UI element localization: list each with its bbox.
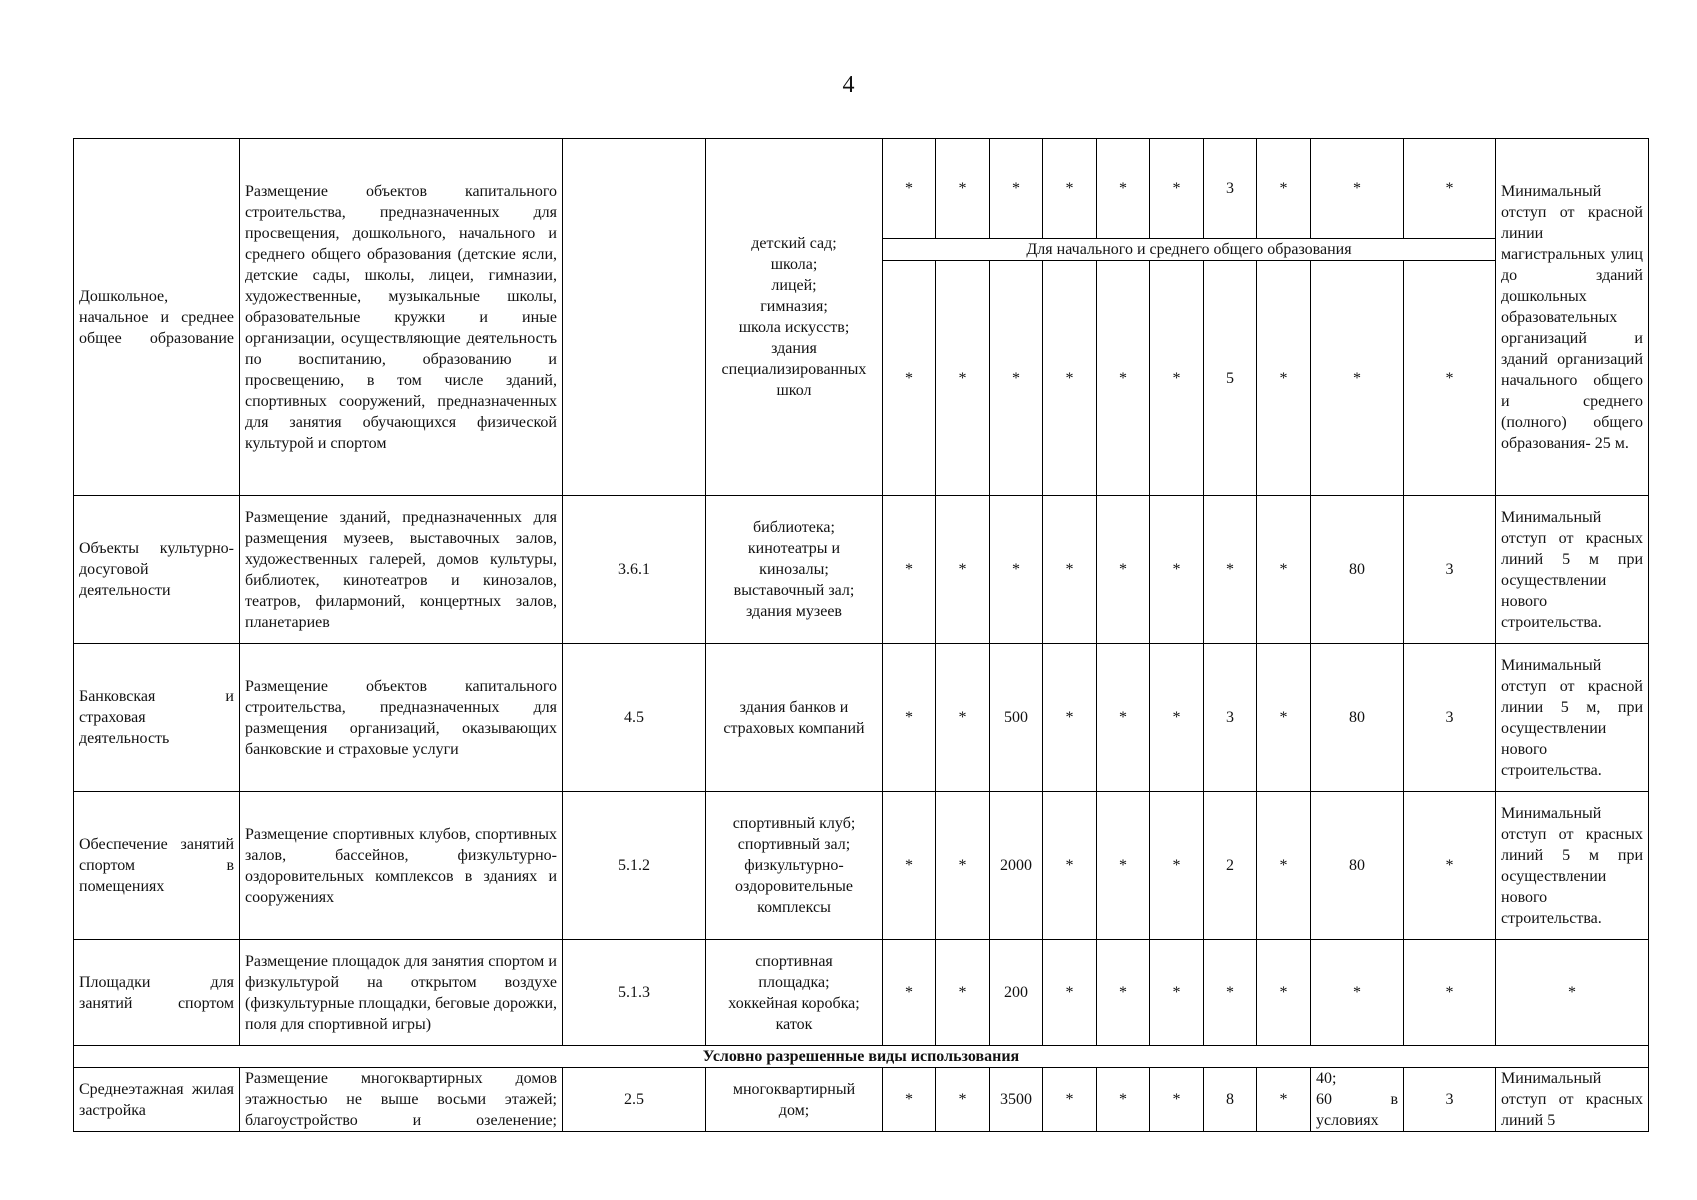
param-cell: * [1097, 261, 1150, 496]
param-cell: * [1404, 139, 1496, 239]
use-name: Обеспечение занятий спортом в помещениях [74, 792, 240, 940]
param-cell: * [990, 139, 1043, 239]
table-row [74, 1068, 1649, 1132]
note-cell: Минимальный отступ от красной линии 5 м, при осуществлении нового строительства. [1496, 644, 1649, 792]
param-cell: 3 [1204, 644, 1257, 792]
section-row [74, 1046, 1649, 1068]
use-code: 3.6.1 [563, 496, 706, 644]
param-cell: * [1043, 139, 1097, 239]
param-cell: * [883, 644, 936, 792]
param-cell: * [1257, 1068, 1311, 1132]
param-cell: * [883, 940, 936, 1046]
permitted-objects: спортивная площадка; хоккейная коробка; каток [706, 940, 883, 1046]
use-description: Размещение объектов капитального строительства, предназначенных для просвещения, дошкольного, начального и среднего общего образования (детские ясли, детские сады, школы, лицеи, гимназии, художественные, музыкальные школы, образовательные кружки и иные организации, осуществляющие деятельность по воспитанию, образованию и просвещению, в том числе зданий, спортивных сооружений, предназначенных для занятия обучающихся физической культурой и спортом [240, 139, 563, 496]
use-name: Площадки для занятий спортом [74, 940, 240, 1046]
table-row [74, 496, 1649, 644]
param-cell: * [883, 792, 936, 940]
param-cell: * [1150, 792, 1204, 940]
param-cell: * [1097, 940, 1150, 1046]
table-row [74, 644, 1649, 792]
param-cell: * [883, 1068, 936, 1132]
param-cell: * [936, 261, 990, 496]
param-cell: * [936, 496, 990, 644]
param-cell: * [1043, 261, 1097, 496]
table-row [74, 792, 1649, 940]
note-cell: Минимальный отступ от красной линии магистральных улиц до зданий дошкольных образовательных организаций и зданий организаций начального общего и среднего (полного) общего образования- 25 м. [1496, 139, 1649, 496]
param-cell: * [883, 496, 936, 644]
use-name: Банковская и страховая деятельность [74, 644, 240, 792]
param-cell: 500 [990, 644, 1043, 792]
param-cell: * [1404, 792, 1496, 940]
use-description: Размещение спортивных клубов, спортивных залов, бассейнов, физкультурно-оздоровительных комплексов в зданиях и сооружениях [240, 792, 563, 940]
permitted-objects: детский сад; школа; лицей; гимназия; школа искусств; здания специализированных школ [706, 139, 883, 496]
param-cell: * [1043, 792, 1097, 940]
param-cell: * [1257, 496, 1311, 644]
param-cell: * [1097, 792, 1150, 940]
table-row [74, 139, 1649, 239]
param-cell: * [936, 792, 990, 940]
param-cell: * [1043, 1068, 1097, 1132]
param-cell: * [1311, 261, 1404, 496]
param-cell: * [1257, 139, 1311, 239]
use-description: Размещение многоквартирных домов этажностью не выше восьми этажей; благоустройство и озеленение; [240, 1068, 563, 1132]
param-cell: 3 [1404, 496, 1496, 644]
param-cell: * [1404, 261, 1496, 496]
use-code: 5.1.3 [563, 940, 706, 1046]
use-name: Объекты культурно-досуговой деятельности [74, 496, 240, 644]
param-cell: * [1043, 940, 1097, 1046]
param-cell: * [1311, 139, 1404, 239]
param-cell: 2 [1204, 792, 1257, 940]
param-cell: * [1097, 644, 1150, 792]
subheader: Для начального и среднего общего образования [883, 239, 1496, 261]
note-cell: Минимальный отступ от красных линий 5 м при осуществлении нового строительства. [1496, 496, 1649, 644]
use-code: 5.1.2 [563, 792, 706, 940]
param-cell: * [1097, 496, 1150, 644]
param-cell: * [1097, 1068, 1150, 1132]
param-cell: * [1257, 644, 1311, 792]
param-cell: * [1150, 940, 1204, 1046]
param-cell: * [1204, 496, 1257, 644]
param-cell: * [1150, 261, 1204, 496]
param-cell: * [1311, 940, 1404, 1046]
param-cell: 80 [1311, 792, 1404, 940]
param-cell: * [1150, 1068, 1204, 1132]
page-number: 4 [842, 72, 855, 98]
param-cell: 3 [1404, 1068, 1496, 1132]
param-cell: * [1150, 644, 1204, 792]
param-cell: * [936, 139, 990, 239]
use-name: Среднеэтажная жилая застройка [74, 1068, 240, 1132]
use-code: 2.5 [563, 1068, 706, 1132]
param-cell: * [936, 644, 990, 792]
param-cell: 5 [1204, 261, 1257, 496]
permitted-objects: спортивный клуб; спортивный зал; физкультурно- оздоровительные комплексы [706, 792, 883, 940]
param-cell: 3 [1404, 644, 1496, 792]
param-cell: 40; 60 в условиях [1311, 1068, 1404, 1132]
use-name: Дошкольное, начальное и среднее общее образование [74, 139, 240, 496]
param-cell: 3500 [990, 1068, 1043, 1132]
param-cell: * [1204, 940, 1257, 1046]
permitted-objects: многоквартирный дом; [706, 1068, 883, 1132]
param-cell: 3 [1204, 139, 1257, 239]
zoning-table [73, 138, 1649, 1132]
note-cell: * [1496, 940, 1649, 1046]
note-cell: Минимальный отступ от красных линий 5 м при осуществлении нового строительства. [1496, 792, 1649, 940]
param-cell: 80 [1311, 496, 1404, 644]
use-code: 4.5 [563, 644, 706, 792]
param-cell: * [990, 261, 1043, 496]
param-cell: * [1097, 139, 1150, 239]
use-code [563, 139, 706, 496]
param-cell: * [1150, 496, 1204, 644]
param-cell: 80 [1311, 644, 1404, 792]
param-cell: 8 [1204, 1068, 1257, 1132]
section-title: Условно разрешенные виды использования [74, 1046, 1649, 1068]
param-cell: * [883, 139, 936, 239]
param-cell: * [883, 261, 936, 496]
permitted-objects: здания банков и страховых компаний [706, 644, 883, 792]
param-cell: * [936, 1068, 990, 1132]
param-cell: * [1257, 940, 1311, 1046]
param-cell: * [990, 496, 1043, 644]
param-cell: 2000 [990, 792, 1043, 940]
param-cell: * [1257, 792, 1311, 940]
param-cell: * [936, 940, 990, 1046]
use-description: Размещение объектов капитального строительства, предназначенных для размещения организаций, оказывающих банковские и страховые услуги [240, 644, 563, 792]
permitted-objects: библиотека; кинотеатры и кинозалы; выставочный зал; здания музеев [706, 496, 883, 644]
note-cell: Минимальный отступ от красных линий 5 [1496, 1068, 1649, 1132]
param-cell: * [1043, 644, 1097, 792]
use-description: Размещение зданий, предназначенных для размещения музеев, выставочных залов, художественных галерей, домов культуры, библиотек, кинотеатров и кинозалов, театров, филармоний, концертных залов, планетариев [240, 496, 563, 644]
param-cell: * [1043, 496, 1097, 644]
param-cell: * [1150, 139, 1204, 239]
param-cell: 200 [990, 940, 1043, 1046]
param-cell: * [1404, 940, 1496, 1046]
param-cell: * [1257, 261, 1311, 496]
use-description: Размещение площадок для занятия спортом и физкультурой на открытом воздухе (физкультурные площадки, беговые дорожки, поля для спортивной игры) [240, 940, 563, 1046]
table-row [74, 940, 1649, 1046]
